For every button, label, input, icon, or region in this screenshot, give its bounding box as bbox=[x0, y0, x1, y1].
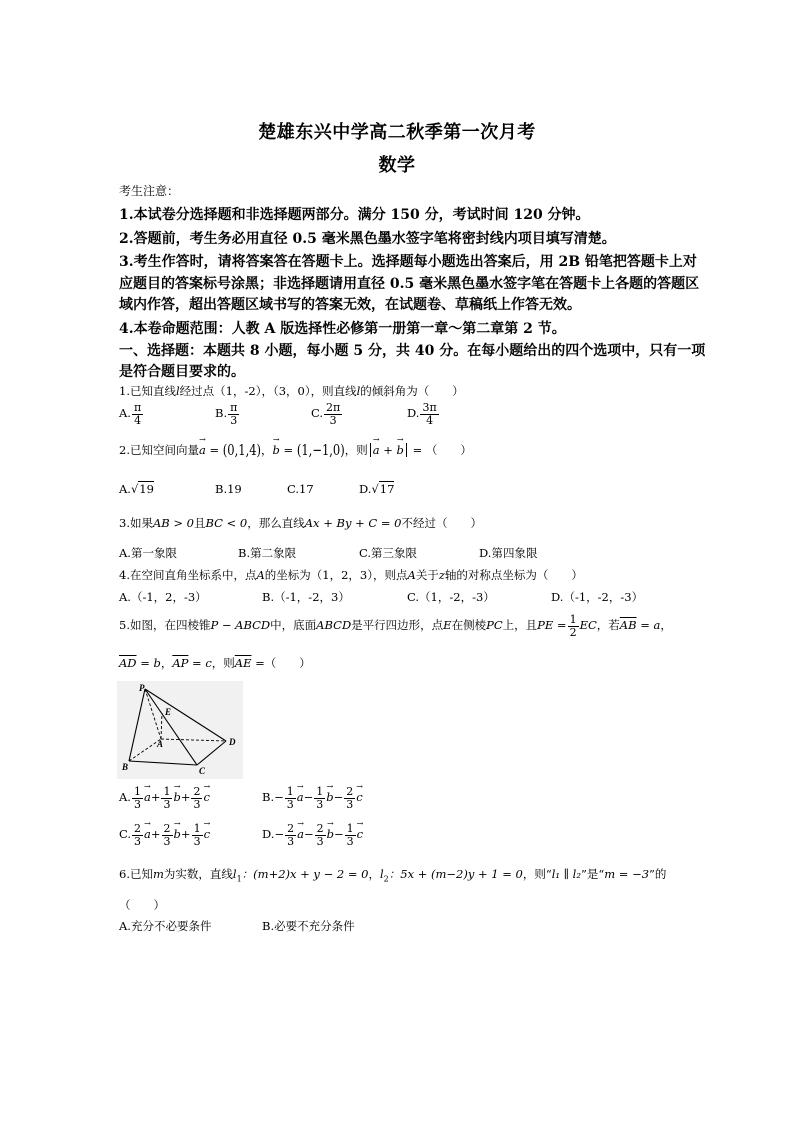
vertex-label-a: A bbox=[157, 739, 164, 749]
question-1-option-b[interactable]: B. $\frac{\pi}{3}$ bbox=[215, 401, 238, 427]
edge-pa bbox=[145, 689, 161, 739]
question-3-option-a[interactable]: A.第一象限 bbox=[119, 546, 177, 560]
section1-heading-line2: 是符合题目要求的。 bbox=[119, 364, 245, 380]
edge-pc bbox=[145, 689, 197, 765]
question-4-option-a[interactable]: A.（-1，2，-3） bbox=[119, 590, 207, 604]
vertex-label-e: E bbox=[165, 707, 172, 717]
question-2-option-a[interactable]: A.√19 bbox=[119, 482, 154, 496]
question-5-stem-line1: 5.如图，在四棱锥P − ABCD中，底面ABCD是平行四边形，点E在侧棱PC上，且PE = $\frac{1}{2}$ EC，若$\overline{AB} = a$， bbox=[119, 613, 672, 639]
notice-item-3-line3: 域内作答，超出答题区域书写的答案无效，在试题卷、草稿纸上作答无效。 bbox=[119, 297, 581, 313]
question-1-option-c[interactable]: C. $\frac{2\pi}{3}$ bbox=[311, 401, 341, 427]
question-4-stem: 4.在空间直角坐标系中，点A的坐标为（1，2，3），则点A关于z轴的对称点坐标为（ ） bbox=[119, 568, 583, 582]
question-5-option-c[interactable]: C. $\frac{2}{3}$ → a+ $\frac{2}{3}$ → b+ $\frac{1}{3}$ → c bbox=[119, 823, 210, 847]
pyramid-diagram bbox=[117, 681, 243, 779]
question-2-option-b[interactable]: B.19 bbox=[215, 482, 242, 496]
notice-heading: 考生注意： bbox=[119, 184, 180, 198]
notice-item-4: 4.本卷命题范围：人教 A 版选择性必修第一册第一章～第二章第 2 节。 bbox=[119, 321, 566, 337]
question-3-option-c[interactable]: C.第三象限 bbox=[359, 546, 418, 560]
question-5-option-a[interactable]: A. $\frac{1}{3}$ → a+ $\frac{1}{3}$ → b+ $\frac{2}{3}$ → c bbox=[119, 786, 210, 810]
question-5-option-b[interactable]: B.− $\frac{1}{3}$ → a− $\frac{1}{3}$ → b− $\frac{2}{3}$ → c bbox=[262, 786, 363, 810]
question-5-option-d[interactable]: D.− $\frac{2}{3}$ → a− $\frac{2}{3}$ → b− $\frac{1}{3}$ → c bbox=[262, 823, 363, 847]
question-6-stem: 6.已知m为实数，直线$l_1$：(m+2)x + y − 2 = 0，$l_2$：5x + (m−2)y + 1 = 0，则“l₁ ∥ l₂”是“m = −3”的 bbox=[119, 867, 667, 884]
edge-cd bbox=[197, 741, 226, 765]
notice-item-3-line2: 应题目的答案标号涂黑；非选择题请用直径 0.5 毫米黑色墨水签字笔在答题卡上各题的答题区 bbox=[119, 276, 700, 292]
notice-item-2: 2.答题前，考生务必用直径 0.5 毫米黑色墨水签字笔将密封线内项目填写清楚。 bbox=[119, 231, 616, 247]
question-3-option-d[interactable]: D.第四象限 bbox=[479, 546, 538, 560]
notice-item-1: 1.本试卷分选择题和非选择题两部分。满分 150 分，考试时间 120 分钟。 bbox=[119, 207, 590, 223]
question-4-option-b[interactable]: B.（-1，-2，3） bbox=[262, 590, 350, 604]
question-4-option-d[interactable]: D.（-1，-2，-3） bbox=[551, 590, 644, 604]
question-2-option-c[interactable]: C.17 bbox=[287, 482, 314, 496]
question-3-option-b[interactable]: B.第二象限 bbox=[238, 546, 297, 560]
notice-item-3-line1: 3.考生作答时，请将答案答在答题卡上。选择题每小题选出答案后，用 2B 铅笔把答题卡上对 bbox=[119, 254, 697, 270]
question-2-option-d[interactable]: D.√17 bbox=[359, 482, 395, 496]
question-4-option-c[interactable]: C.（1，-2，-3） bbox=[407, 590, 495, 604]
question-1-option-d[interactable]: D. $\frac{3\pi}{4}$ bbox=[407, 401, 437, 427]
exam-title: 楚雄东兴中学高二秋季第一次月考 bbox=[258, 122, 536, 143]
question-6-option-b[interactable]: B.必要不充分条件 bbox=[262, 919, 355, 933]
edge-pd bbox=[145, 689, 226, 741]
question-1-option-a[interactable]: A. $\frac{\pi}{4}$ bbox=[119, 401, 142, 427]
vertex-label-c: C bbox=[199, 766, 206, 776]
pyramid-figure bbox=[117, 681, 243, 779]
question-5-stem-line2: $\overline{AD} = b$，$\overline{AP} = c$，则$\overline{AE}$ =（ ） bbox=[119, 656, 311, 670]
section1-heading-line1: 一、选择题：本题共 8 小题，每小题 5 分，共 40 分。在每小题给出的四个选项中，只有一项 bbox=[119, 343, 706, 359]
question-6-answer-paren: （ ） bbox=[119, 898, 165, 912]
edge-ae bbox=[161, 713, 162, 739]
question-6-option-a[interactable]: A.充分不必要条件 bbox=[119, 919, 212, 933]
edge-ad bbox=[161, 739, 226, 741]
vertex-label-d: D bbox=[229, 737, 236, 747]
subject-title: 数学 bbox=[378, 155, 416, 176]
question-3-stem: 3.如果AB > 0且BC < 0，那么直线Ax + By + C = 0不经过（ ） bbox=[119, 516, 482, 530]
edge-bc bbox=[129, 761, 197, 765]
question-1-stem: 1.已知直线l经过点（1，-2），（3，0），则直线l的倾斜角为（ ） bbox=[119, 384, 464, 398]
edge-pb bbox=[129, 689, 145, 761]
question-2-stem: 2.已知空间向量→ a = (0,1,4)，→ b = (1,−1,0)，则 → a + → b = （ ） bbox=[119, 442, 472, 458]
vertex-label-p: P bbox=[139, 683, 145, 693]
vertex-label-b: B bbox=[122, 762, 129, 772]
